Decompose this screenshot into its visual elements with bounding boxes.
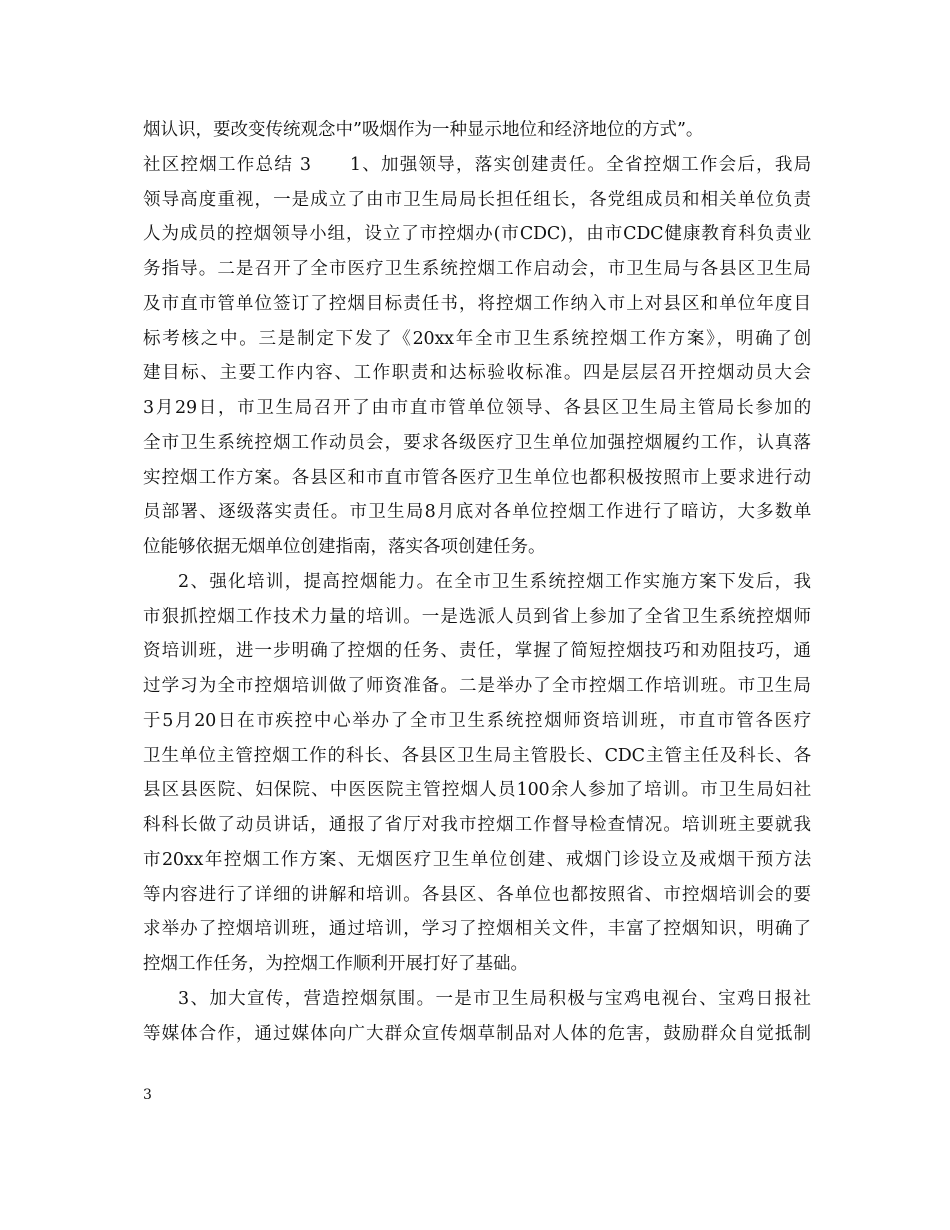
text-line: 及市直市管单位签订了控烟目标责任书，将控烟工作纳入市上对县区和单位年度目 xyxy=(143,293,811,314)
page-number: 3 xyxy=(143,1087,152,1103)
text-line: 社区控烟工作总结 3 1、加强领导，落实创建责任。全省控烟工作会后，我局 xyxy=(143,154,811,175)
text-line: 科科长做了动员讲话，通报了省厅对我市控烟工作督导检查情况。培训班主要就我 xyxy=(143,815,811,835)
text-line: 县区县医院、妇保院、中医医院主管控烟人员100余人参加了培训。市卫生局妇社 xyxy=(143,780,811,801)
text-line: 领导高度重视，一是成立了由市卫生局局长担任组长，各党组成员和相关单位负责 xyxy=(143,189,811,210)
text-line: 等内容进行了详细的讲解和培训。各县区、各单位也都按照省、市控烟培训会的要 xyxy=(143,884,811,905)
text-line: 卫生单位主管控烟工作的科长、各县区卫生局主管股长、CDC主管主任及科长、各 xyxy=(143,745,811,766)
text-line: 人为成员的控烟领导小组，设立了市控烟办(市CDC)，由市CDC健康教育科负责业 xyxy=(143,224,811,245)
text-line: 过学习为全市控烟培训做了师资准备。二是举办了全市控烟工作培训班。市卫生局 xyxy=(143,676,811,696)
text-line: 市20xx年控烟工作方案、无烟医疗卫生单位创建、戒烟门诊设立及戒烟干预方法 xyxy=(143,849,811,870)
text-line: 3月29日，市卫生局召开了由市直市管单位领导、各县区卫生局主管局长参加的 xyxy=(143,398,811,418)
text-line: 3、加大宣传，营造控烟氛围。一是市卫生局积极与宝鸡电视台、宝鸡日报社 xyxy=(178,988,811,1009)
text-line: 全市卫生系统控烟工作动员会，要求各级医疗卫生单位加强控烟履约工作，认真落 xyxy=(143,432,811,453)
text-line: 等媒体合作，通过媒体向广大群众宣传烟草制品对人体的危害，鼓励群众自觉抵制 xyxy=(143,1023,811,1044)
body-text xyxy=(143,113,811,1051)
text-line: 控烟工作任务，为控烟工作顺利开展打好了基础。 xyxy=(143,954,528,974)
text-line: 位能够依据无烟单位创建指南，落实各项创建任务。 xyxy=(143,537,546,557)
text-line: 2、强化培训，提高控烟能力。在全市卫生系统控烟工作实施方案下发后，我 xyxy=(178,571,811,592)
text-line: 市狠抓控烟工作技术力量的培训。一是选派人员到省上参加了全省卫生系统控烟师 xyxy=(143,606,811,627)
text-line: 资培训班，进一步明确了控烟的任务、责任，掌握了简短控烟技巧和劝阻技巧，通 xyxy=(143,641,811,662)
text-line: 求举办了控烟培训班，通过培训，学习了控烟相关文件，丰富了控烟知识，明确了 xyxy=(143,919,811,940)
text-line: 烟认识，要改变传统观念中”吸烟作为一种显示地位和经济地位的方式”。 xyxy=(143,120,704,140)
text-line: 员部署、逐级落实责任。市卫生局8月底对各单位控烟工作进行了暗访，大多数单 xyxy=(143,502,811,523)
text-line: 实控烟工作方案。各县区和市直市管各医疗卫生单位也都积极按照市上要求进行动 xyxy=(143,467,811,488)
text-line: 于5月20日在市疾控中心举办了全市卫生系统控烟师资培训班，市直市管各医疗 xyxy=(143,710,811,731)
text-line: 务指导。二是召开了全市医疗卫生系统控烟工作启动会，市卫生局与各县区卫生局 xyxy=(143,259,811,279)
text-line: 建目标、主要工作内容、工作职责和达标验收标准。四是层层召开控烟动员大会 xyxy=(143,363,811,384)
text-line: 标考核之中。三是制定下发了《20xx年全市卫生系统控烟工作方案》，明确了创 xyxy=(143,328,811,349)
